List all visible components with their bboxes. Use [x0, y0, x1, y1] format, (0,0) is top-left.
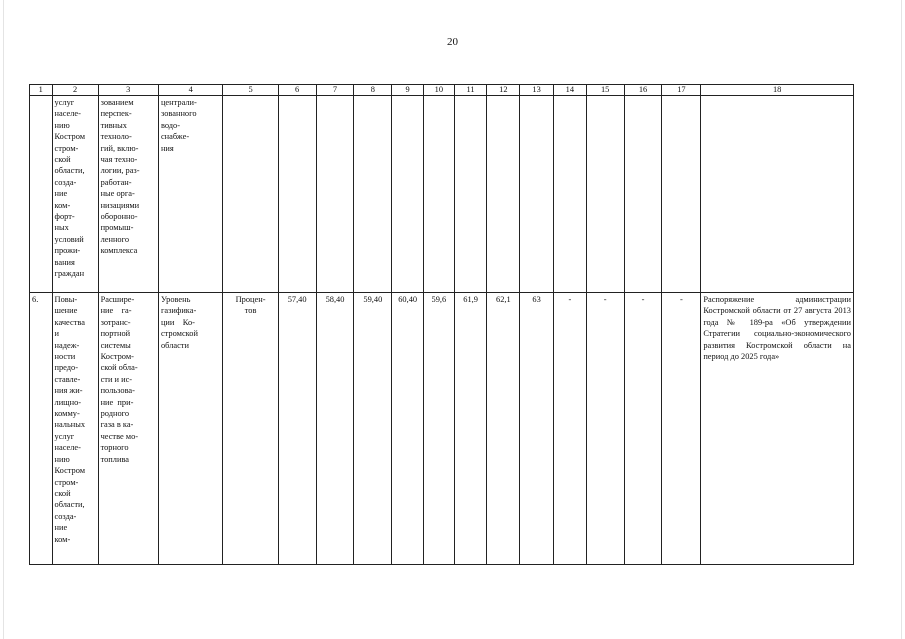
document-cell [701, 96, 854, 293]
value-cell: - [553, 293, 586, 565]
value-cell [586, 96, 624, 293]
column-header: 9 [392, 85, 424, 96]
value-cell: 63 [520, 293, 554, 565]
column-header: 17 [662, 85, 701, 96]
value-cell: 57,40 [278, 293, 316, 565]
task-cell: Расшире- ние га- зотранс- портной системы Костром- ской обла- сти и ис- пользова- ние при- родного газа в ка- честве мо- торного топлива [98, 293, 158, 565]
unit-cell: Процен- тов [223, 293, 278, 565]
column-header: 11 [454, 85, 487, 96]
value-cell: 59,40 [354, 293, 392, 565]
value-cell: 58,40 [316, 293, 354, 565]
value-cell: 61,9 [454, 293, 487, 565]
value-cell [392, 96, 424, 293]
value-cell: - [586, 293, 624, 565]
unit-cell [223, 96, 278, 293]
table-row-6 [30, 293, 854, 565]
value-cell: 59,6 [424, 293, 455, 565]
column-header: 12 [487, 85, 520, 96]
task-cell: зованием перспек- тивных техноло- гий, вклю- чая техно- логии, раз- работан- ные орга- низациями оборонно- промыш- ленного комплекса [98, 96, 158, 293]
value-cell [624, 96, 662, 293]
left-edge-mark [3, 0, 4, 639]
column-header: 6 [278, 85, 316, 96]
column-number-row [30, 85, 854, 96]
row-number-cell: 6. [30, 293, 53, 565]
page-number: 20 [447, 36, 458, 48]
column-header: 3 [98, 85, 158, 96]
value-cell: 60,40 [392, 293, 424, 565]
indicator-cell: Уровень газифика- ции Ко- стромской области [158, 293, 222, 565]
goal-cell: Повы- шение качества и надеж- ности предо- ставле- ния жи- лищно- комму- нальных услуг населе- нию Костром стром- ской области, созда- ние ком- [52, 293, 98, 565]
value-cell [662, 96, 701, 293]
column-header: 10 [424, 85, 455, 96]
table-row-continued [30, 96, 854, 293]
value-cell: - [624, 293, 662, 565]
value-cell [520, 96, 554, 293]
column-header: 1 [30, 85, 53, 96]
value-cell [553, 96, 586, 293]
value-cell [354, 96, 392, 293]
column-header: 7 [316, 85, 354, 96]
indicator-cell: централи- зованного водо- снабже- ния [158, 96, 222, 293]
column-header: 16 [624, 85, 662, 96]
column-header: 18 [701, 85, 854, 96]
column-header: 15 [586, 85, 624, 96]
value-cell [316, 96, 354, 293]
value-cell: 62,1 [487, 293, 520, 565]
document-cell: Распоряжение администрации Костромской области от 27 августа 2013 года № 189-ра «Об утверждении Стратегии социально-экономического развития Костромской области на период до 2025 года» [701, 293, 854, 565]
value-cell [278, 96, 316, 293]
goal-cell: услуг населе- нию Костром стром- ской области, созда- ние ком- форт- ных условий прожи- вания граждан [52, 96, 98, 293]
value-cell [424, 96, 455, 293]
column-header: 5 [223, 85, 278, 96]
row-number-cell [30, 96, 53, 293]
value-cell [487, 96, 520, 293]
right-edge-mark [901, 0, 902, 639]
indicator-table [29, 84, 854, 565]
column-header: 8 [354, 85, 392, 96]
column-header: 13 [520, 85, 554, 96]
value-cell: - [662, 293, 701, 565]
column-header: 2 [52, 85, 98, 96]
value-cell [454, 96, 487, 293]
column-header: 14 [553, 85, 586, 96]
column-header: 4 [158, 85, 222, 96]
